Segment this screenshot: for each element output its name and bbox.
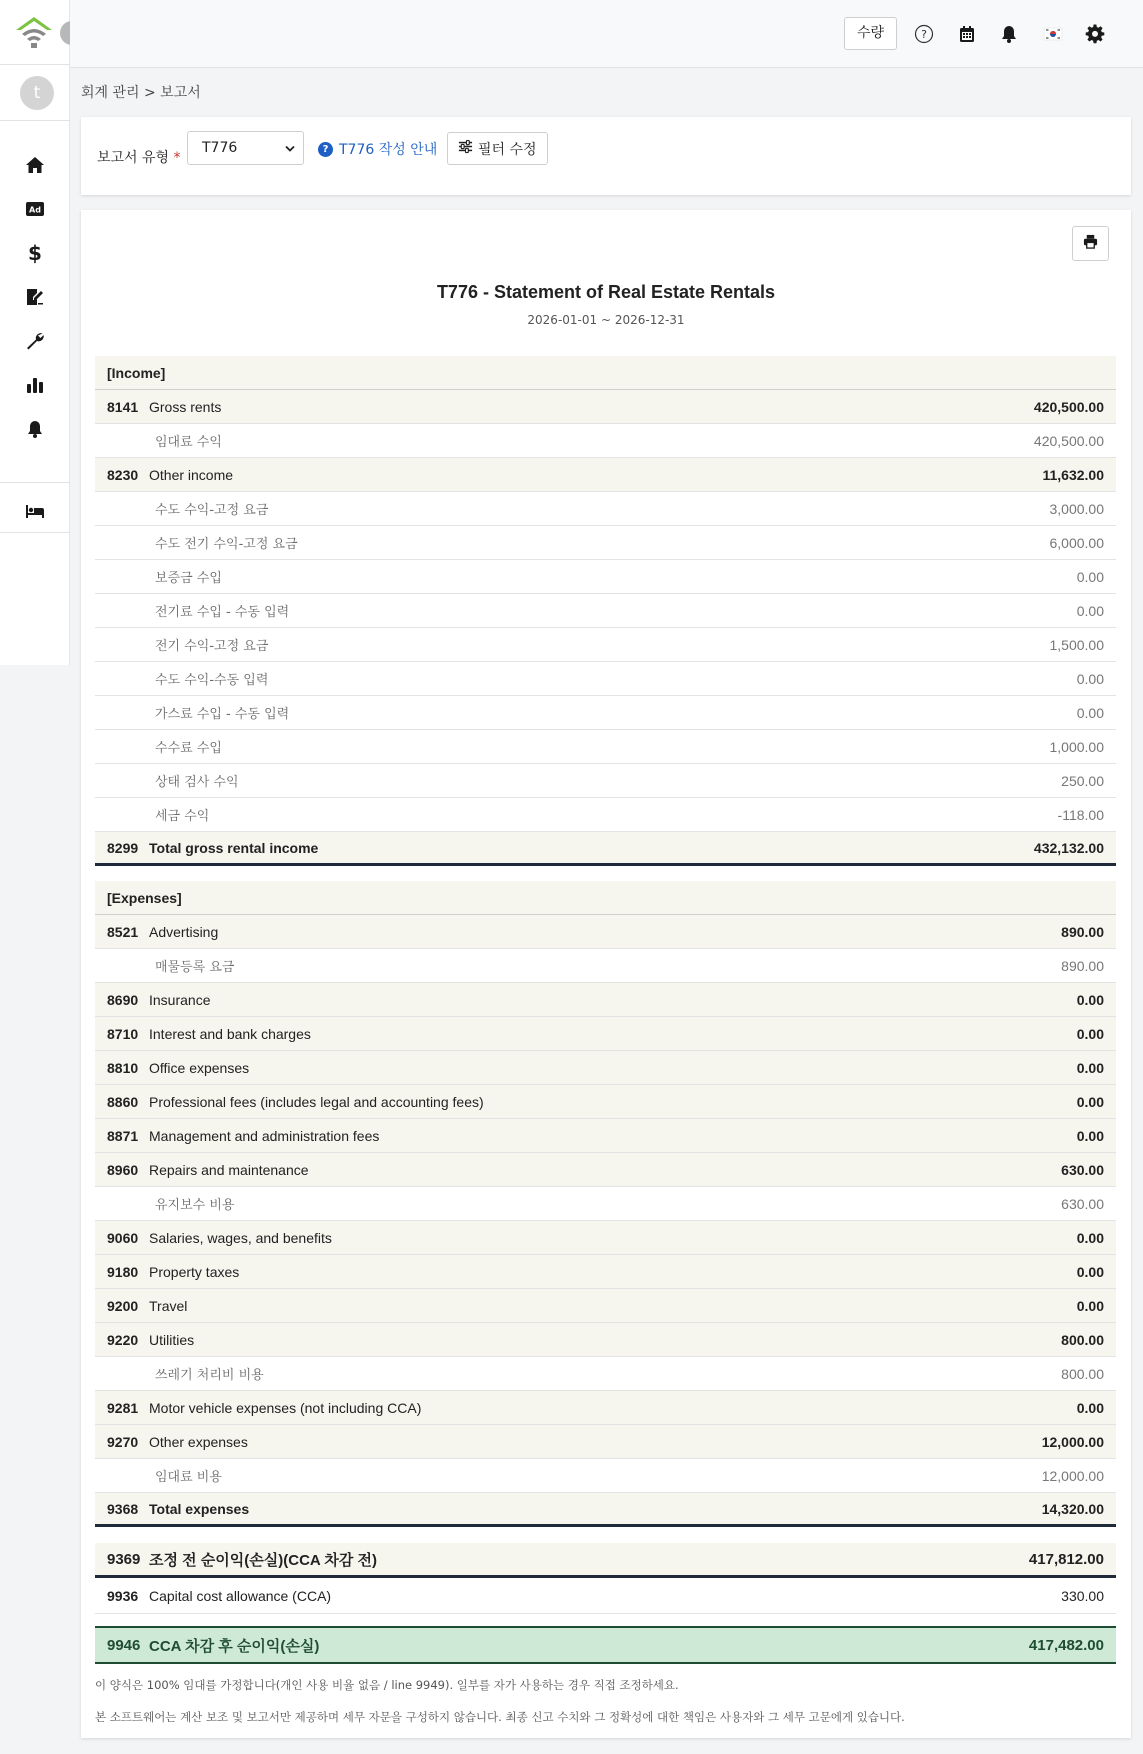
line-amount: 0.00 bbox=[1076, 1093, 1104, 1110]
line-amount: 12,000.00 bbox=[1041, 1467, 1104, 1484]
sidebar-divider bbox=[0, 532, 70, 533]
line-code: 8710 bbox=[107, 1025, 139, 1042]
line-code: 8141 bbox=[107, 398, 139, 415]
income-table bbox=[95, 356, 1116, 866]
line-amount: 417,812.00 bbox=[1028, 1550, 1104, 1568]
line-label: Other expenses bbox=[149, 1433, 248, 1450]
line-code: 9281 bbox=[107, 1399, 139, 1416]
line-item-row bbox=[95, 1255, 1116, 1289]
line-label: 수수료 수입 bbox=[155, 741, 222, 756]
expenses-section-header: [Expenses] bbox=[95, 881, 1116, 915]
signature-icon[interactable] bbox=[23, 285, 47, 309]
total-line-row bbox=[95, 832, 1116, 866]
line-item-row bbox=[95, 1425, 1116, 1459]
sub-line-row bbox=[95, 560, 1116, 594]
line-label: Total gross rental income bbox=[149, 839, 319, 856]
line-amount: 0.00 bbox=[1076, 991, 1104, 1008]
line-code: 9200 bbox=[107, 1297, 139, 1314]
report-card bbox=[81, 210, 1131, 1738]
line-amount: 11,632.00 bbox=[1042, 466, 1104, 483]
line-amount: 890.00 bbox=[1061, 957, 1104, 974]
line-item-row bbox=[95, 458, 1116, 492]
bed-icon[interactable] bbox=[23, 499, 47, 523]
line-code: 9270 bbox=[107, 1433, 139, 1450]
line-label: 매물등록 요금 bbox=[155, 960, 235, 975]
line-label: Professional fees (includes legal and accounting fees) bbox=[149, 1093, 484, 1110]
svg-text:?: ? bbox=[921, 28, 927, 41]
line-item-row bbox=[95, 1017, 1116, 1051]
required-mark: * bbox=[173, 150, 181, 166]
print-button[interactable] bbox=[1072, 226, 1109, 261]
line-amount: 12,000.00 bbox=[1041, 1433, 1104, 1450]
printer-icon bbox=[1083, 234, 1098, 253]
line-code: 8299 bbox=[107, 839, 139, 856]
line-amount: 800.00 bbox=[1061, 1331, 1104, 1348]
line-amount: 0.00 bbox=[1076, 1059, 1104, 1076]
topbar bbox=[70, 0, 1143, 68]
sub-line-row bbox=[95, 764, 1116, 798]
line-item-row bbox=[95, 915, 1116, 949]
chart-icon[interactable] bbox=[23, 373, 47, 397]
line-label: Total expenses bbox=[149, 1500, 250, 1517]
report-title: T776 - Statement of Real Estate Rentals bbox=[436, 282, 776, 302]
line-code: 9180 bbox=[107, 1263, 139, 1280]
line-label: Office expenses bbox=[149, 1059, 250, 1076]
line-amount: 6,000.00 bbox=[1049, 534, 1104, 551]
net-before-cca-row bbox=[95, 1543, 1116, 1578]
line-amount: 0.00 bbox=[1076, 1297, 1104, 1314]
net-after-cca-row bbox=[95, 1626, 1116, 1664]
sub-line-row bbox=[95, 594, 1116, 628]
wrench-icon[interactable] bbox=[23, 329, 47, 353]
line-item-row bbox=[95, 1085, 1116, 1119]
help-icon[interactable] bbox=[912, 22, 936, 46]
line-label: 보증금 수입 bbox=[155, 571, 222, 586]
line-amount: 420,500.00 bbox=[1033, 398, 1104, 415]
korea-flag-icon[interactable] bbox=[1041, 22, 1065, 46]
line-code: 9369 bbox=[107, 1550, 141, 1568]
line-label: Gross rents bbox=[149, 398, 222, 415]
quantity-button[interactable]: 수량 bbox=[844, 17, 897, 50]
footnote-disclaimer: 본 소프트웨어는 계산 보조 및 보고서만 제공하며 세무 자문을 구성하지 않습니다. 최종 신고 수치와 그 정확성에 대한 책임은 사용자와 그 세무 고문에게 있습니다. bbox=[95, 1710, 905, 1724]
line-label: Advertising bbox=[149, 923, 219, 940]
line-code: 9220 bbox=[107, 1331, 139, 1348]
line-amount: 3,000.00 bbox=[1049, 500, 1104, 517]
calendar-icon[interactable] bbox=[955, 22, 979, 46]
line-item-row bbox=[95, 1153, 1116, 1187]
line-label: 임대료 비용 bbox=[155, 1470, 222, 1485]
line-label: 임대료 수익 bbox=[155, 435, 222, 450]
report-type-select[interactable]: T776 bbox=[187, 131, 304, 165]
sub-line-row bbox=[95, 628, 1116, 662]
line-amount: 0.00 bbox=[1076, 1399, 1104, 1416]
line-item-row bbox=[95, 1119, 1116, 1153]
line-label: 상태 검사 수익 bbox=[155, 775, 239, 790]
line-label: Property taxes bbox=[149, 1263, 240, 1280]
line-code: 8521 bbox=[107, 923, 139, 940]
line-amount: 432,132.00 bbox=[1033, 839, 1104, 856]
line-amount: 1,000.00 bbox=[1049, 738, 1104, 755]
cca-row bbox=[95, 1578, 1116, 1614]
line-label: Interest and bank charges bbox=[149, 1025, 311, 1042]
notification-icon[interactable] bbox=[997, 22, 1021, 46]
line-code: 9946 bbox=[107, 1636, 141, 1654]
line-item-row bbox=[95, 1221, 1116, 1255]
line-amount: 890.00 bbox=[1061, 923, 1104, 940]
line-label: 가스료 수입 - 수동 입력 bbox=[155, 707, 290, 722]
line-label: Management and administration fees bbox=[149, 1127, 380, 1144]
chevron-down-icon bbox=[285, 132, 295, 177]
line-amount: 250.00 bbox=[1061, 772, 1104, 789]
sidebar-divider bbox=[0, 64, 70, 65]
sliders-icon bbox=[458, 139, 473, 158]
line-amount: 0.00 bbox=[1076, 568, 1104, 585]
line-amount: 0.00 bbox=[1076, 1229, 1104, 1246]
line-amount: 0.00 bbox=[1076, 670, 1104, 687]
line-code: 8230 bbox=[107, 466, 139, 483]
sidebar bbox=[0, 0, 70, 665]
line-amount: 0.00 bbox=[1076, 704, 1104, 721]
footnote-usage: 이 양식은 100% 임대를 가정합니다(개인 사용 비율 없음 / line 9949). 일부를 자가 사용하는 경우 직접 조정하세요. bbox=[95, 1678, 679, 1692]
line-code: 9368 bbox=[107, 1500, 139, 1517]
line-code: 8690 bbox=[107, 991, 139, 1008]
line-label: Motor vehicle expenses (not including CCA) bbox=[149, 1399, 422, 1416]
svg-text:Ad: Ad bbox=[29, 205, 41, 215]
line-amount: 800.00 bbox=[1061, 1365, 1104, 1382]
line-amount: 14,320.00 bbox=[1041, 1500, 1104, 1517]
report-type-label: 보고서 유형 * bbox=[97, 150, 181, 166]
expenses-table bbox=[95, 881, 1116, 1527]
line-code: 8871 bbox=[107, 1127, 139, 1144]
breadcrumb: 회계 관리 > 보고서 bbox=[81, 85, 201, 101]
line-amount: 420,500.00 bbox=[1033, 432, 1104, 449]
line-code: 9936 bbox=[107, 1587, 139, 1604]
line-amount: 417,482.00 bbox=[1028, 1636, 1104, 1654]
line-label: 수도 수익-고정 요금 bbox=[155, 503, 269, 518]
avatar[interactable]: t bbox=[20, 76, 54, 110]
line-item-row bbox=[95, 1289, 1116, 1323]
line-code: 8960 bbox=[107, 1161, 139, 1178]
sidebar-divider bbox=[0, 482, 70, 483]
line-amount: 0.00 bbox=[1076, 1025, 1104, 1042]
sub-line-row bbox=[95, 1459, 1116, 1493]
line-label: 유지보수 비용 bbox=[155, 1198, 235, 1213]
line-amount: 630.00 bbox=[1061, 1161, 1104, 1178]
line-label: 수도 전기 수익-고정 요금 bbox=[155, 537, 298, 552]
total-line-row bbox=[95, 1493, 1116, 1527]
line-item-row bbox=[95, 1391, 1116, 1425]
net-before-cca-table bbox=[95, 1543, 1116, 1614]
sub-line-row bbox=[95, 798, 1116, 832]
guide-link[interactable]: ? T776 작성 안내 bbox=[318, 139, 437, 159]
line-code: 8860 bbox=[107, 1093, 139, 1110]
sub-line-row bbox=[95, 424, 1116, 458]
dollar-icon[interactable]: $ bbox=[28, 241, 42, 265]
app-logo[interactable] bbox=[14, 14, 54, 50]
sub-line-row bbox=[95, 730, 1116, 764]
line-label: CCA 차감 후 순이익(손실) bbox=[149, 1637, 320, 1655]
filter-card bbox=[81, 117, 1131, 195]
income-section-header: [Income] bbox=[95, 356, 1116, 390]
sub-line-row bbox=[95, 1187, 1116, 1221]
bell-icon[interactable] bbox=[23, 417, 47, 441]
line-item-row bbox=[95, 390, 1116, 424]
sub-line-row bbox=[95, 526, 1116, 560]
line-amount: 1,500.00 bbox=[1049, 636, 1104, 653]
line-label: Travel bbox=[149, 1297, 188, 1314]
line-label: Salaries, wages, and benefits bbox=[149, 1229, 332, 1246]
line-label: 전기 수익-고정 요금 bbox=[155, 639, 269, 654]
edit-filter-button[interactable]: 필터 수정 bbox=[447, 132, 548, 165]
ad-icon[interactable] bbox=[23, 197, 47, 221]
sub-line-row bbox=[95, 1357, 1116, 1391]
home-icon[interactable] bbox=[23, 153, 47, 177]
question-icon: ? bbox=[318, 142, 333, 157]
sub-line-row bbox=[95, 492, 1116, 526]
settings-icon[interactable] bbox=[1083, 22, 1107, 46]
line-item-row bbox=[95, 1323, 1116, 1357]
line-amount: 630.00 bbox=[1061, 1195, 1104, 1212]
line-label: Capital cost allowance (CCA) bbox=[149, 1587, 332, 1604]
sidebar-divider bbox=[0, 120, 70, 121]
line-label: Insurance bbox=[149, 991, 211, 1008]
line-amount: 330.00 bbox=[1061, 1587, 1104, 1604]
line-amount: 0.00 bbox=[1076, 1263, 1104, 1280]
line-label: Utilities bbox=[149, 1331, 195, 1348]
sub-line-row bbox=[95, 662, 1116, 696]
report-period: 2026-01-01 ~ 2026-12-31 bbox=[527, 313, 685, 327]
sub-line-row bbox=[95, 696, 1116, 730]
line-amount: -118.00 bbox=[1057, 806, 1104, 823]
line-label: 수도 수익-수동 입력 bbox=[155, 673, 269, 688]
line-amount: 0.00 bbox=[1076, 1127, 1104, 1144]
line-item-row bbox=[95, 1051, 1116, 1085]
line-label: 세금 수익 bbox=[155, 809, 210, 824]
line-item-row bbox=[95, 983, 1116, 1017]
net-after-cca-table bbox=[95, 1626, 1116, 1664]
sub-line-row bbox=[95, 949, 1116, 983]
line-label: Repairs and maintenance bbox=[149, 1161, 309, 1178]
line-label: Other income bbox=[149, 466, 234, 483]
line-code: 9060 bbox=[107, 1229, 139, 1246]
line-code: 8810 bbox=[107, 1059, 139, 1076]
line-amount: 0.00 bbox=[1076, 602, 1104, 619]
line-label: 조정 전 순이익(손실)(CCA 차감 전) bbox=[149, 1551, 377, 1569]
line-label: 쓰레기 처리비 비용 bbox=[155, 1368, 264, 1383]
line-label: 전기료 수입 - 수동 입력 bbox=[155, 605, 290, 620]
